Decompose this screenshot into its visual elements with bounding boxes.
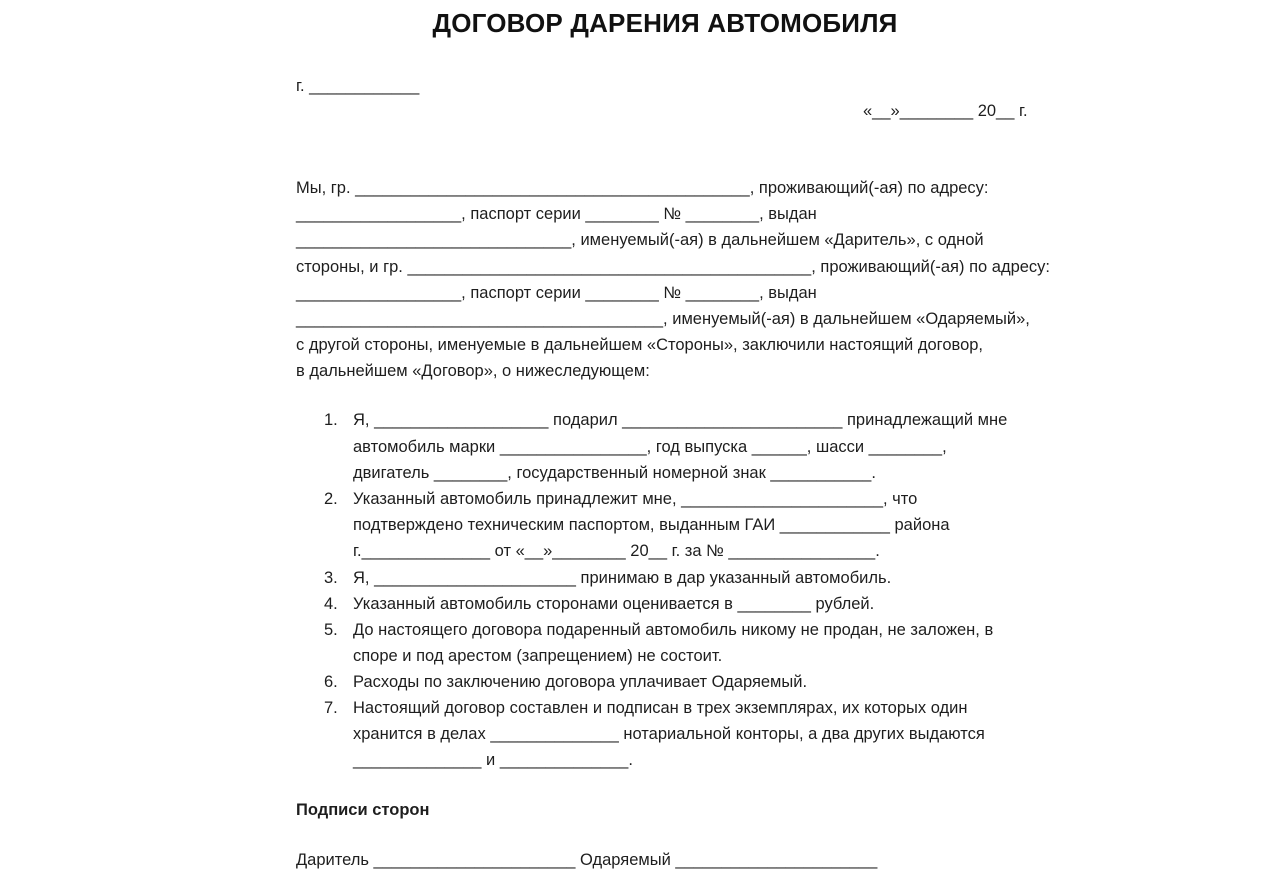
intro-line: __________________, паспорт серии ________ № ________, выдан [296,205,817,223]
intro-line: ________________________________________, именуемый(-ая) в дальнейшем «Одаряемый», [296,310,1030,328]
item-line: подтверждено техническим паспортом, выданным ГАИ ____________ района [353,516,950,534]
item-number: 3. [324,569,338,587]
item-number: 1. [324,411,338,429]
document-title: ДОГОВОР ДАРЕНИЯ АВТОМОБИЛЯ [432,8,898,38]
intro-line: Мы, гр. ___________________________________________, проживающий(-ая) по адресу: [296,179,989,197]
item-line: двигатель ________, государственный номерной знак ___________. [353,464,876,482]
intro-line: стороны, и гр. ____________________________________________, проживающий(-ая) по адресу: [296,258,1051,276]
item-number: 5. [324,621,338,639]
signatures-line: Даритель ______________________ Одаряемый ______________________ [296,851,878,869]
intro-line: в дальнейшем «Договор», о нижеследующем: [296,362,650,380]
item-line: хранится в делах ______________ нотариальной конторы, а два других выдаются [353,725,985,743]
item-line: Указанный автомобиль сторонами оценивается в ________ рублей. [353,595,875,613]
item-line: Настоящий договор составлен и подписан в трех экземплярах, их которых один [353,699,968,717]
city-line: г. ____________ [296,77,420,95]
item-line: Я, ___________________ подарил ________________________ принадлежащий мне [353,411,1008,429]
item-number: 2. [324,490,338,508]
item-line: автомобиль марки ________________, год выпуска ______, шасси ________, [353,438,947,456]
item-line: Расходы по заключению договора уплачивает Одаряемый. [353,673,808,691]
intro-line: ______________________________, именуемый(-ая) в дальнейшем «Даритель», с одной [296,231,984,249]
item-line: г.______________ от «__»________ 20__ г. за № ________________. [353,542,880,560]
intro-line: с другой стороны, именуемые в дальнейшем «Стороны», заключили настоящий договор, [296,336,984,354]
item-line: До настоящего договора подаренный автомобиль никому не продан, не заложен, в [353,621,994,639]
date-line: «__»________ 20__ г. [863,102,1028,120]
item-line: Я, ______________________ принимаю в дар указанный автомобиль. [353,569,892,587]
item-line: Указанный автомобиль принадлежит мне, ______________________, что [353,490,918,508]
item-line: ______________ и ______________. [353,751,633,769]
item-number: 7. [324,699,338,717]
item-number: 6. [324,673,338,691]
item-line: споре и под арестом (запрещением) не состоит. [353,647,723,665]
item-number: 4. [324,595,338,613]
signatures-heading: Подписи сторон [296,801,430,819]
intro-line: __________________, паспорт серии ________ № ________, выдан [296,284,817,302]
